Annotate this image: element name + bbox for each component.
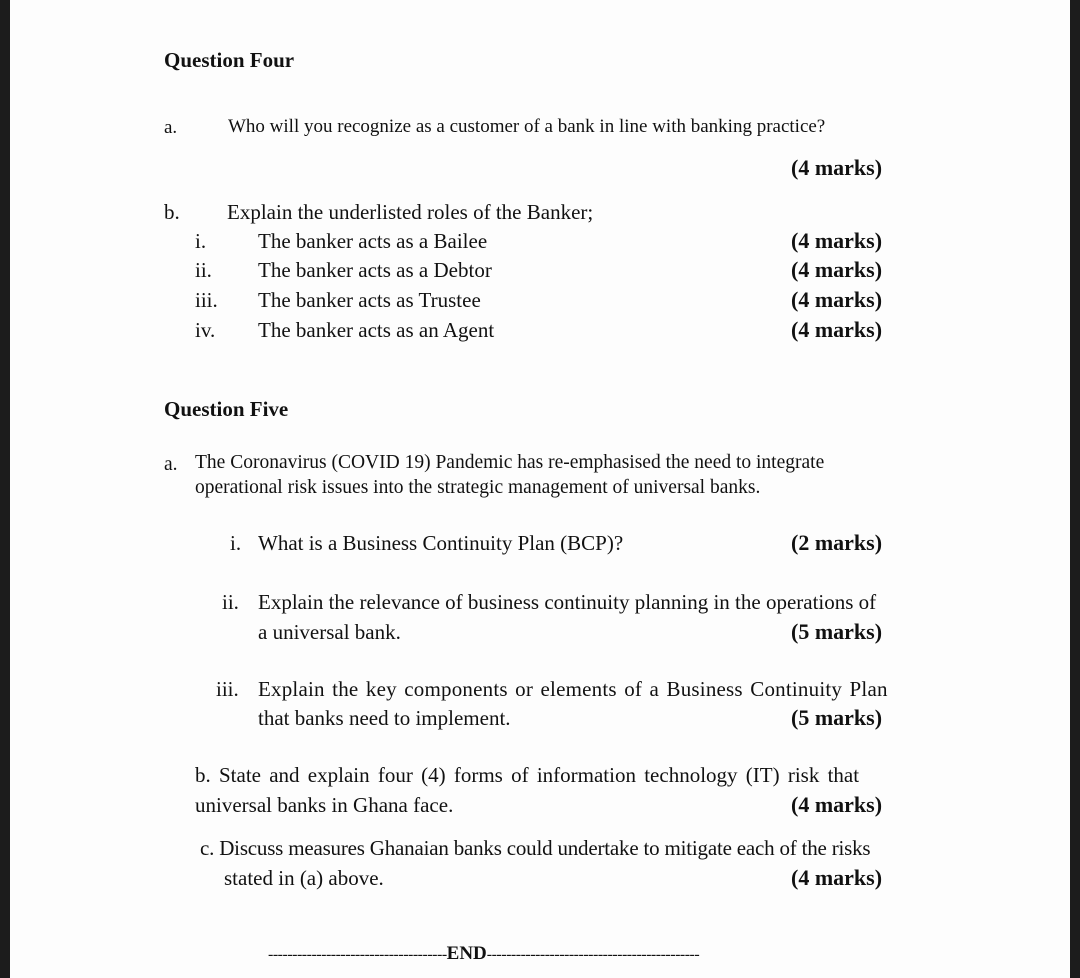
q5b-line-1: b. State and explain four (4) forms of information technology (IT) risk that [195, 763, 860, 787]
list-item-marks: (4 marks) [791, 287, 883, 312]
q5a-ii-line-1: Explain the relevance of business continuity planning in the operations of [258, 590, 877, 614]
list-item-number: iii. [195, 288, 218, 312]
list-item-text: The banker acts as Trustee [258, 288, 481, 312]
q5a-iii-line-2: that banks need to implement. [258, 706, 511, 730]
q5a-line-2: operational risk issues into the strategic management of universal banks. [195, 477, 761, 498]
list-item-text: The banker acts as a Debtor [258, 258, 492, 282]
q5a-ii-number: ii. [222, 590, 239, 614]
list-item-marks: (4 marks) [791, 257, 883, 282]
q5c-line-2: stated in (a) above. [224, 866, 384, 890]
q5a-label: a. [164, 454, 178, 475]
list-item-number: iv. [195, 318, 216, 342]
q5a-iii-marks: (5 marks) [791, 705, 883, 730]
q5c-marks: (4 marks) [791, 865, 883, 890]
exam-page [10, 0, 1070, 978]
q4b-intro: Explain the underlisted roles of the Banker; [227, 200, 594, 224]
q5a-i-marks: (2 marks) [791, 530, 883, 555]
q5b-marks: (4 marks) [791, 792, 883, 817]
q5a-i-text: What is a Business Continuity Plan (BCP)? [258, 531, 624, 555]
list-item-marks: (4 marks) [791, 228, 883, 253]
question-four-heading: Question Four [164, 48, 295, 72]
end-dashes-right: -------------------------------------------- [486, 946, 700, 963]
end-dashes-left: ------------------------------------- [268, 946, 447, 963]
q4a-text: Who will you recognize as a customer of a bank in line with banking practice? [228, 116, 826, 137]
q5a-i-number: i. [230, 531, 242, 555]
list-item-number: ii. [195, 258, 212, 282]
end-text: END [446, 943, 487, 964]
q5c-line-1: c. Discuss measures Ghanaian banks could undertake to mitigate each of the risks [200, 836, 871, 860]
list-item-number: i. [195, 229, 207, 253]
question-five-heading: Question Five [164, 397, 289, 421]
list-item-text: The banker acts as a Bailee [258, 229, 488, 253]
end-marker [268, 943, 699, 965]
q5b-line-2: universal banks in Ghana face. [195, 793, 454, 817]
list-item-text: The banker acts as an Agent [258, 318, 495, 342]
q4a-label: a. [164, 117, 178, 138]
q4b-label: b. [164, 200, 180, 224]
q5a-iii-line-1: Explain the key components or elements of a Business Continuity Plan [258, 677, 888, 701]
q5a-ii-line-2: a universal bank. [258, 620, 401, 644]
q5a-line-1: The Coronavirus (COVID 19) Pandemic has re-emphasised the need to integrate [195, 452, 825, 473]
list-item-marks: (4 marks) [791, 317, 883, 342]
q5a-iii-number: iii. [216, 677, 239, 701]
q5a-ii-marks: (5 marks) [791, 619, 883, 644]
q4a-marks: (4 marks) [791, 155, 883, 180]
